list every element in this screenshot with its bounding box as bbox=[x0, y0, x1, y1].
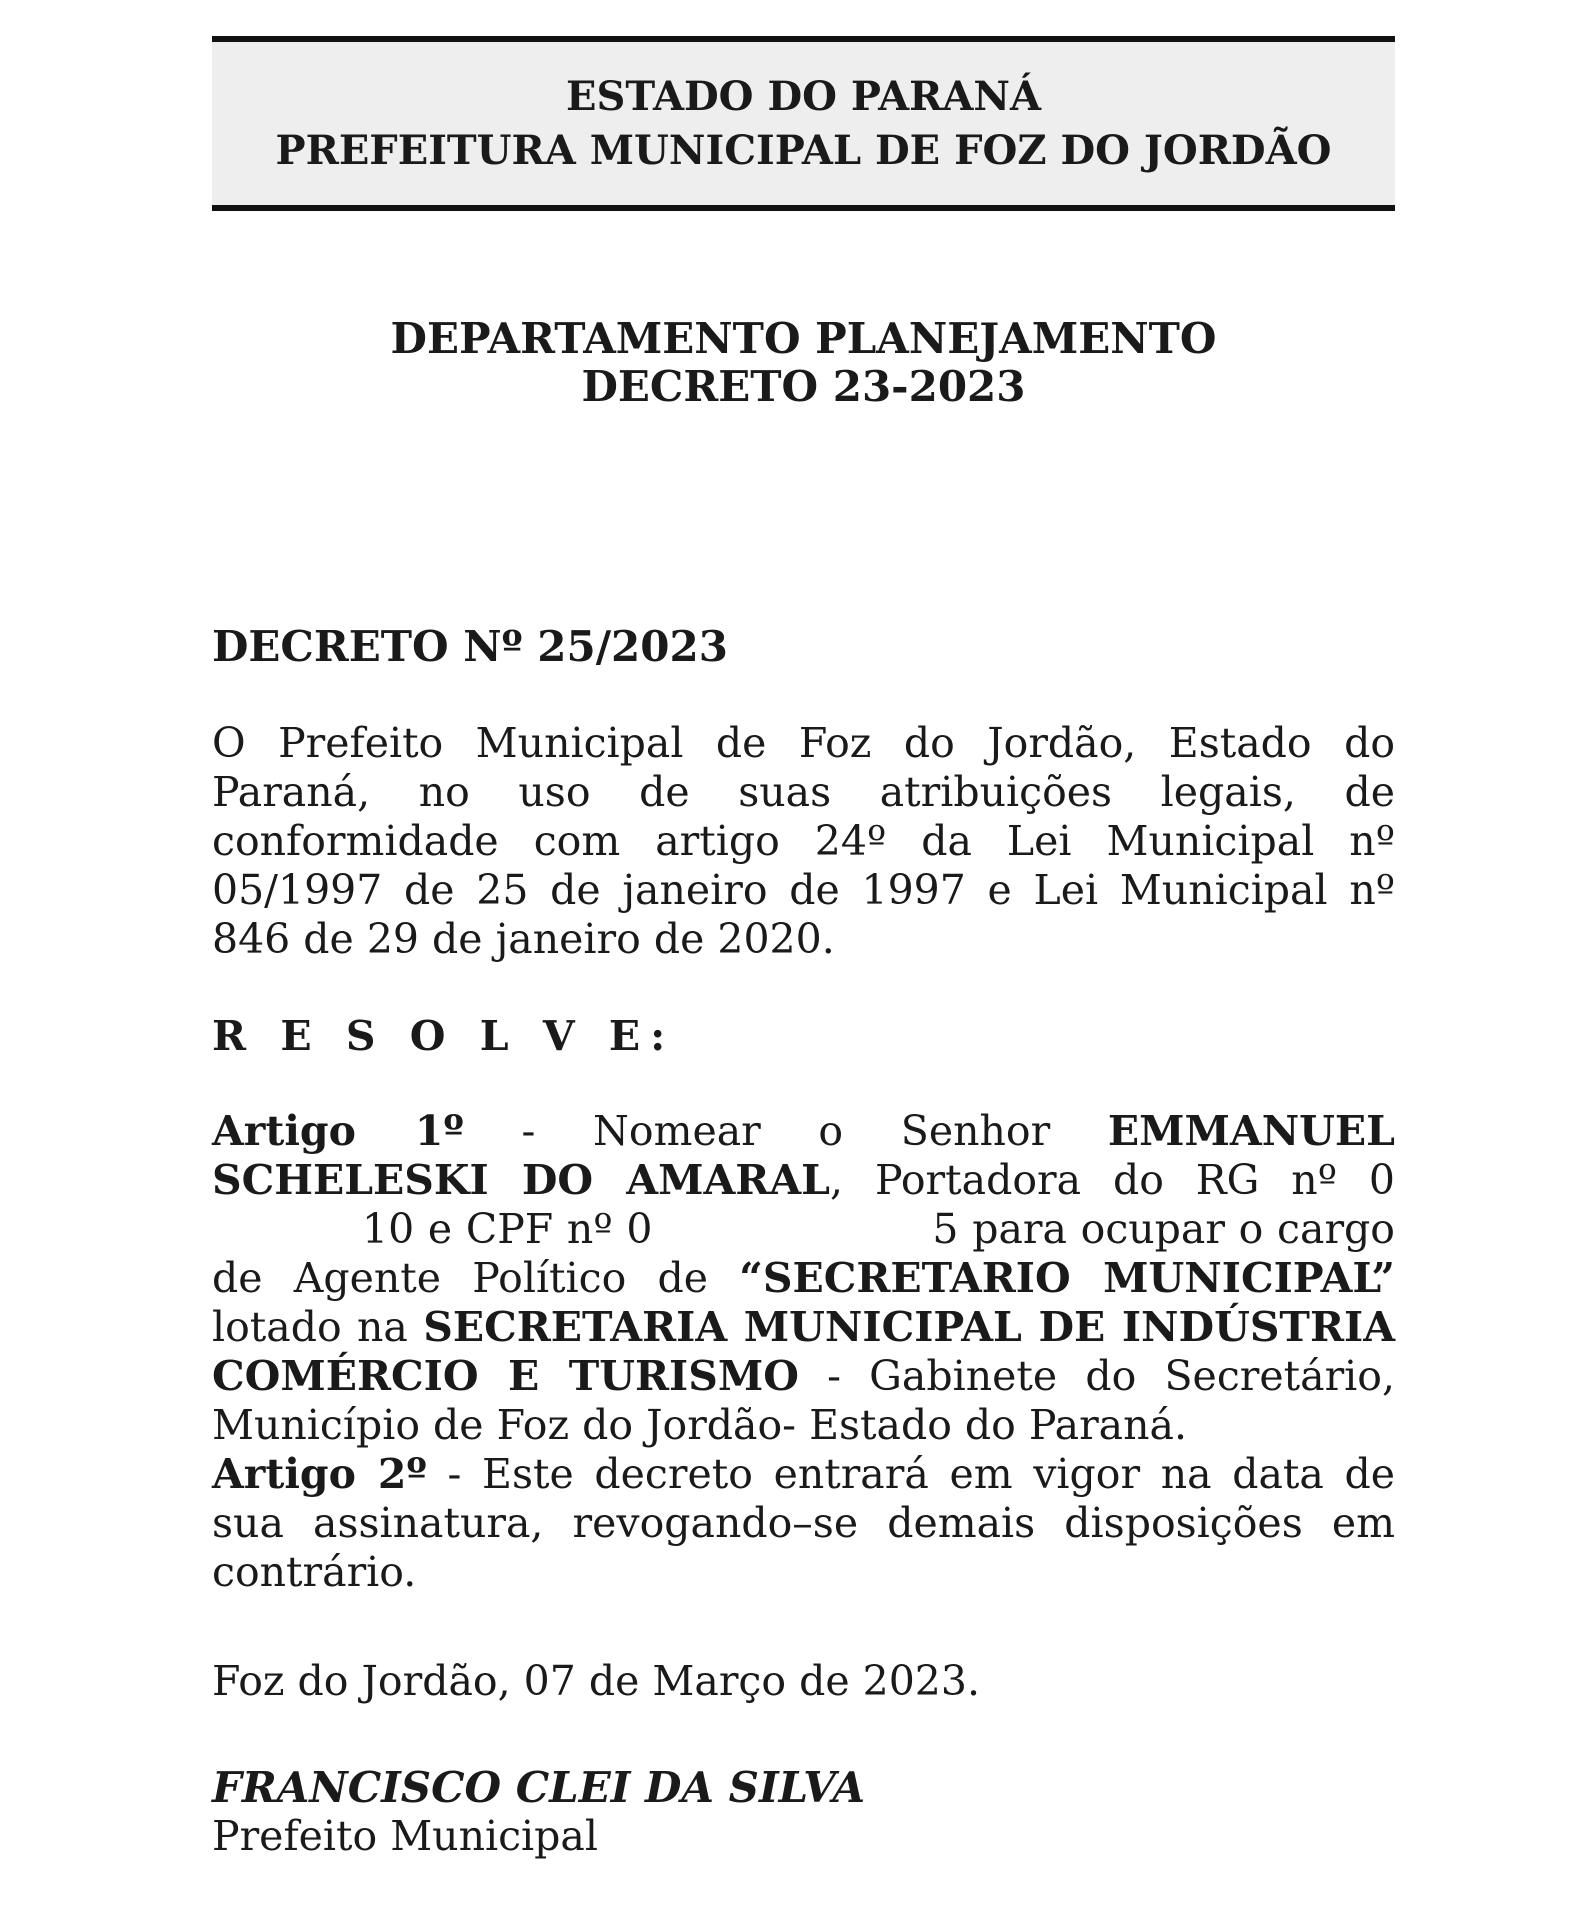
appointee-name: EMMANUEL SCHELESKI DO AMARAL bbox=[212, 1107, 1396, 1204]
rg-partial: 0 bbox=[1368, 1156, 1395, 1204]
article-1-text-1: - Nomear o Senhor bbox=[463, 1107, 1108, 1155]
rg-end: 10 bbox=[362, 1205, 415, 1253]
article-2 bbox=[212, 1450, 1395, 1597]
department-name: DEPARTAMENTO PLANEJAMENTO bbox=[390, 314, 1217, 363]
cpf-end: 5 bbox=[932, 1205, 959, 1253]
place-and-date: Foz do Jordão, 07 de Março de 2023. bbox=[212, 1657, 981, 1705]
article-2-label: Artigo 2º bbox=[212, 1450, 427, 1498]
article-1-text-6: - Gabinete do Secretário, Município de Foz do Jordão- Estado do Paraná. bbox=[212, 1352, 1395, 1449]
position-title: “SECRETARIO MUNICIPAL” bbox=[739, 1254, 1396, 1302]
letterhead bbox=[212, 36, 1395, 211]
decree-document bbox=[212, 36, 1395, 1860]
decree-reference: DECRETO 23-2023 bbox=[581, 362, 1026, 411]
article-1-label: Artigo 1º bbox=[212, 1107, 464, 1155]
article-1-text-4: para ocupar o cargo de Agente Político de bbox=[212, 1205, 1395, 1302]
municipality-name: PREFEITURA MUNICIPAL DE FOZ DO JORDÃO bbox=[275, 126, 1332, 174]
article-1-text-3: e CPF nº 0 bbox=[414, 1205, 653, 1253]
department-block bbox=[212, 315, 1395, 411]
signatory-name: FRANCISCO CLEI DA SILVA bbox=[212, 1763, 866, 1812]
article-1-text-2: , Portadora do RG nº bbox=[830, 1156, 1369, 1204]
state-name: ESTADO DO PARANÁ bbox=[566, 72, 1041, 120]
article-1-text-5: lotado na bbox=[212, 1303, 424, 1351]
secretariat-name: SECRETARIA MUNICIPAL DE INDÚSTRIA COMÉRCIO E TURISMO bbox=[212, 1303, 1396, 1400]
rg-redaction bbox=[212, 1215, 362, 1251]
resolve-heading: R E S O L V E: bbox=[212, 1012, 676, 1060]
decree-number: DECRETO Nº 25/2023 bbox=[212, 622, 728, 671]
signatory-role: Prefeito Municipal bbox=[212, 1812, 598, 1860]
article-2-text: - Este decreto entrará em vigor na data de sua assinatura, revogando–se demais disposições em contrário. bbox=[212, 1450, 1395, 1596]
cpf-redaction bbox=[652, 1215, 932, 1251]
preamble-paragraph: O Prefeito Municipal de Foz do Jordão, Estado do Paraná, no uso de suas atribuições legais, de conformidade com artigo 24º da Lei Municipal nº 05/1997 de 25 de janeiro de 1997 e Lei Municipal nº 846 de 29 de janeiro de 2020. bbox=[212, 719, 1395, 963]
article-1 bbox=[212, 1107, 1395, 1450]
